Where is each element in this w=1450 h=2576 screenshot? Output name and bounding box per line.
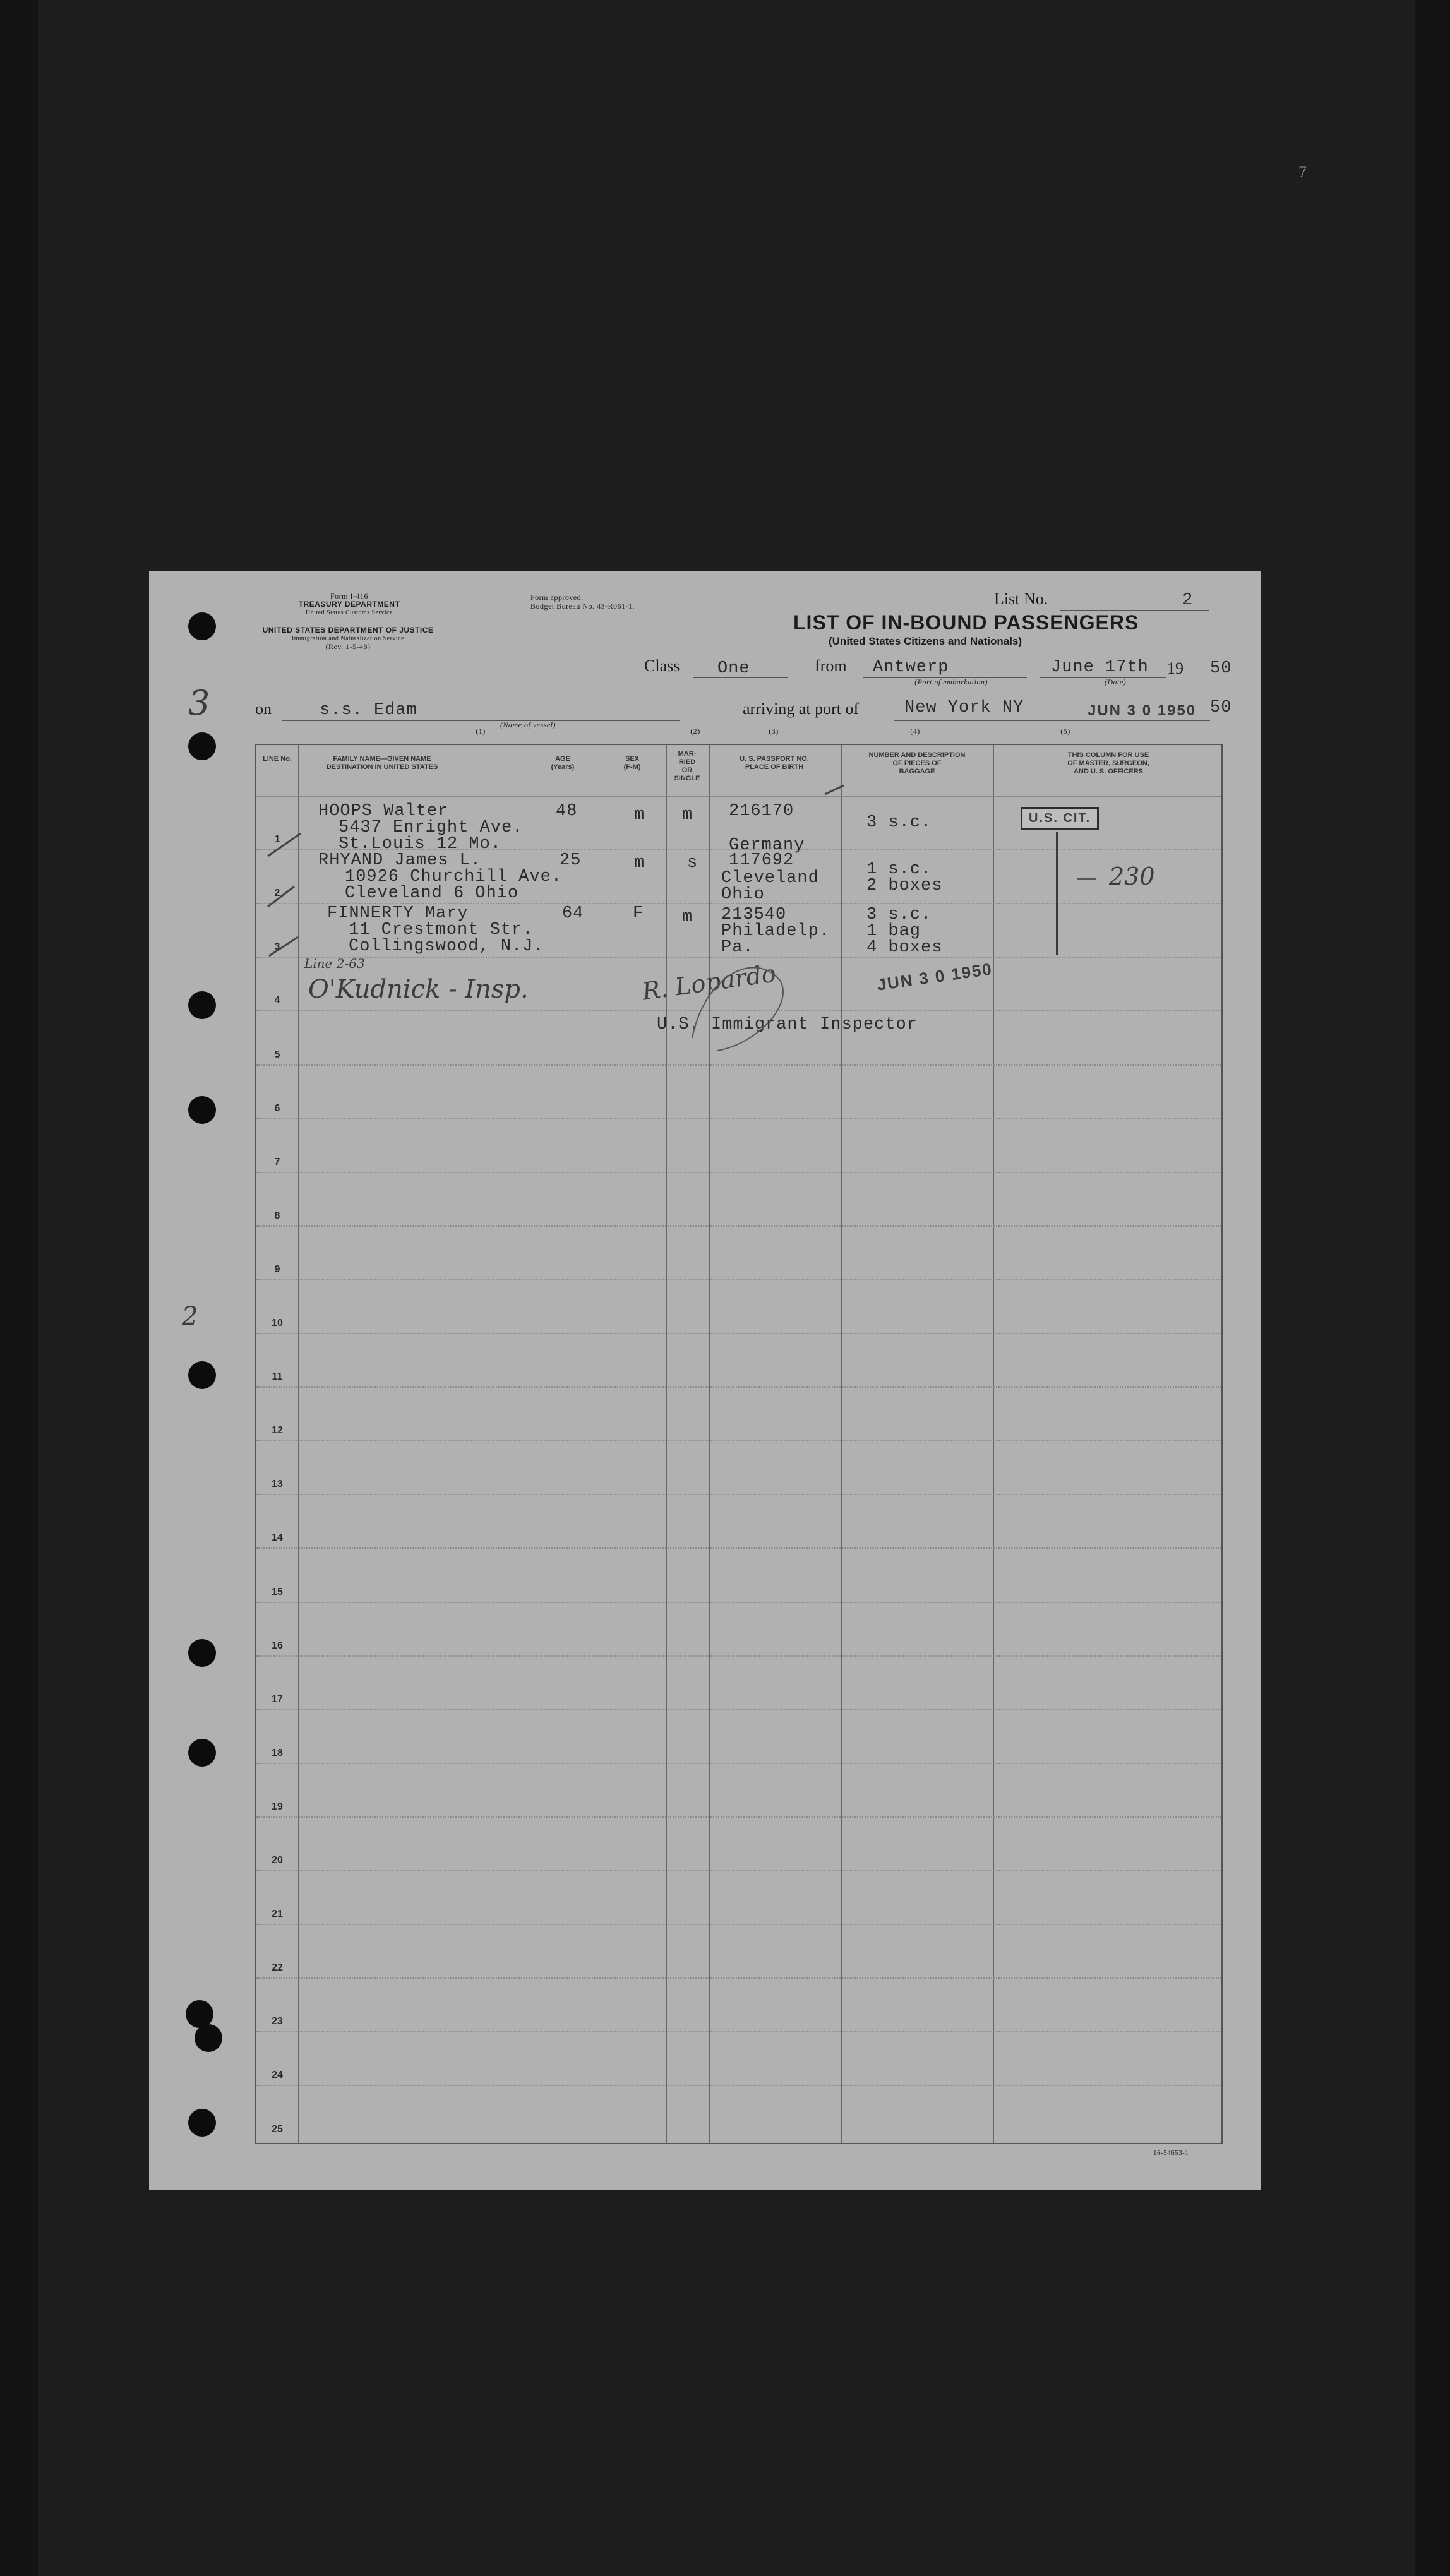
line-number: 5 — [274, 1049, 280, 1060]
margin-mark-mid: 2 — [182, 1302, 198, 1331]
column-number: (1) — [476, 727, 486, 736]
line-number: 16 — [272, 1640, 283, 1651]
form-code: 16-54653-1 — [1153, 2149, 1189, 2157]
line-number: 24 — [272, 2070, 283, 2081]
margin-mark-top: 3 — [188, 683, 210, 723]
justice-department: UNITED STATES DEPARTMENT OF JUSTICE — [262, 626, 434, 635]
arriving-label: arriving at port of — [743, 700, 860, 718]
passenger-2-name: RHYAND James L. — [318, 851, 482, 870]
line-note: Line 2-63 — [304, 956, 365, 971]
tick-mark — [269, 937, 298, 956]
inspector-signature-left: O'Kudnick - Insp. — [308, 975, 529, 1004]
passenger-3-marital: m — [682, 908, 693, 927]
form-approved: Form approved. — [530, 593, 584, 602]
line-number: 19 — [272, 1801, 283, 1812]
official-number: 230 — [1109, 862, 1155, 890]
passenger-1-baggage: 3 s.c. — [866, 813, 932, 832]
passenger-2-age: 25 — [560, 851, 582, 870]
class-label: Class — [644, 657, 680, 675]
header-line-no: LINE No. — [263, 755, 292, 763]
vessel-name: s.s. Edam — [320, 701, 417, 720]
tick-mark — [268, 833, 301, 856]
column-number: (4) — [910, 727, 920, 736]
passenger-3-sex: F — [633, 904, 644, 923]
header-name: FAMILY NAME—GIVEN NAME DESTINATION IN UNITED STATES — [326, 755, 438, 771]
class-value: One — [717, 659, 750, 678]
line-number: 20 — [272, 1855, 283, 1866]
column-number: (2) — [690, 727, 700, 736]
line-number: 3 — [274, 941, 280, 953]
header-sex: SEX (F-M) — [623, 755, 641, 771]
budget-bureau: Budget Bureau No. 43-R061-1. — [530, 602, 635, 611]
form-number: Form I-416 — [330, 592, 368, 600]
arrival-port: New York NY — [904, 698, 1024, 717]
date-value: June 17th — [1051, 658, 1149, 677]
header-passport: U. S. PASSPORT NO. PLACE OF BIRTH — [740, 755, 809, 771]
line-number: 1 — [274, 834, 280, 845]
line-number: 25 — [272, 2123, 283, 2135]
passenger-2-baggage-2: 2 boxes — [866, 876, 943, 895]
manifest-title: LIST OF IN-BOUND PASSENGERS — [793, 611, 1139, 634]
us-citizen-stamp: U.S. CIT. — [1021, 807, 1099, 830]
passenger-2-birthplace-state: Ohio — [721, 885, 765, 904]
passenger-3-city: Collingswood, N.J. — [349, 937, 544, 956]
line-number: 18 — [272, 1747, 283, 1758]
line-number: 21 — [272, 1909, 283, 1920]
line-number: 4 — [274, 995, 280, 1006]
line-number: 7 — [274, 1156, 280, 1167]
column-number: (5) — [1060, 727, 1070, 736]
signature-flourish — [692, 967, 783, 1051]
header-married: MAR- RIED OR SINGLE — [674, 750, 700, 782]
from-label: from — [815, 657, 847, 675]
passenger-3-baggage-2: 1 bag — [866, 922, 921, 941]
list-no-label: List No. — [994, 590, 1048, 608]
line-number: 6 — [274, 1102, 280, 1114]
line-number: 14 — [272, 1532, 283, 1544]
passenger-3-birthplace-state: Pa. — [721, 938, 754, 957]
pen-marks — [149, 571, 1261, 2190]
from-value: Antwerp — [873, 658, 949, 677]
inspector-signature-right: R. Lopardo — [640, 959, 778, 1006]
passenger-1-age: 48 — [556, 802, 578, 821]
arrival-date-stamp: JUN 3 0 1950 — [1088, 702, 1197, 719]
passenger-2-sex: m — [634, 854, 645, 873]
inspection-date-stamp: JUN 3 0 1950 — [875, 959, 994, 994]
line-number: 2 — [274, 888, 280, 899]
passenger-2-address: 10926 Churchill Ave. — [345, 868, 563, 886]
passenger-3-baggage-3: 4 boxes — [866, 938, 943, 957]
passenger-3-name: FINNERTY Mary — [327, 904, 469, 923]
line-number: 11 — [272, 1371, 283, 1383]
port-embark-caption: (Port of embarkation) — [914, 677, 988, 686]
header-age: AGE (Years) — [551, 755, 575, 771]
year-value: 50 — [1210, 659, 1232, 678]
passenger-2-baggage: 1 s.c. — [866, 860, 932, 879]
line-number: 15 — [272, 1586, 283, 1597]
passenger-3-baggage: 3 s.c. — [866, 905, 932, 924]
column-number: (3) — [769, 727, 779, 736]
vessel-caption: (Name of vessel) — [500, 720, 556, 729]
manifest-subtitle: (United States Citizens and Nationals) — [829, 635, 1022, 647]
passenger-1-marital: m — [682, 806, 693, 825]
line-number: 12 — [272, 1425, 283, 1436]
passenger-manifest-page — [149, 571, 1261, 2190]
passenger-2-passport: 117692 — [729, 851, 794, 870]
passenger-2-marital: s — [687, 854, 698, 873]
revision-date: (Rev. 1-5-48) — [325, 642, 371, 651]
passenger-3-age: 64 — [562, 904, 584, 923]
passenger-1-passport: 216170 — [729, 802, 794, 821]
corner-mark: 7 — [1298, 163, 1307, 181]
arrival-year: 50 — [1210, 698, 1232, 717]
passenger-3-birthplace: Philadelp. — [721, 922, 830, 941]
passenger-1-city: St.Louis 12 Mo. — [339, 835, 502, 854]
passenger-2-birthplace: Cleveland — [721, 869, 819, 888]
customs-service: United States Customs Service — [305, 609, 393, 616]
treasury-department: TREASURY DEPARTMENT — [298, 600, 400, 609]
list-no-value: 2 — [1182, 591, 1194, 610]
immigration-service: Immigration and Naturalization Service — [291, 635, 405, 642]
passenger-3-address: 11 Crestmont Str. — [349, 921, 534, 939]
line-number: 13 — [272, 1479, 283, 1490]
inspector-caption: U.S. Immigrant Inspector — [657, 1015, 918, 1034]
line-number: 8 — [274, 1210, 280, 1221]
tick-mark — [268, 886, 294, 907]
passenger-1-name: HOOPS Walter — [318, 802, 449, 821]
line-number: 10 — [272, 1318, 283, 1328]
header-baggage: NUMBER AND DESCRIPTION OF PIECES OF BAGGAGE — [868, 751, 966, 775]
year-prefix: 19 — [1167, 659, 1183, 677]
line-number: 17 — [272, 1693, 283, 1705]
on-label: on — [255, 700, 272, 718]
passenger-2-city: Cleveland 6 Ohio — [345, 884, 519, 903]
tick-mark — [825, 785, 844, 794]
date-caption: (Date) — [1104, 677, 1127, 686]
line-number: 22 — [272, 1962, 283, 1974]
header-official: THIS COLUMN FOR USE OF MASTER, SURGEON, AND U. S. OFFICERS — [1067, 751, 1149, 775]
passenger-1-birthplace: Germany — [729, 836, 805, 855]
line-number: 9 — [274, 1263, 280, 1275]
passenger-3-passport: 213540 — [721, 905, 787, 924]
passenger-1-address: 5437 Enright Ave. — [339, 818, 524, 837]
line-number: 23 — [272, 2016, 283, 2027]
passenger-1-sex: m — [634, 806, 645, 825]
